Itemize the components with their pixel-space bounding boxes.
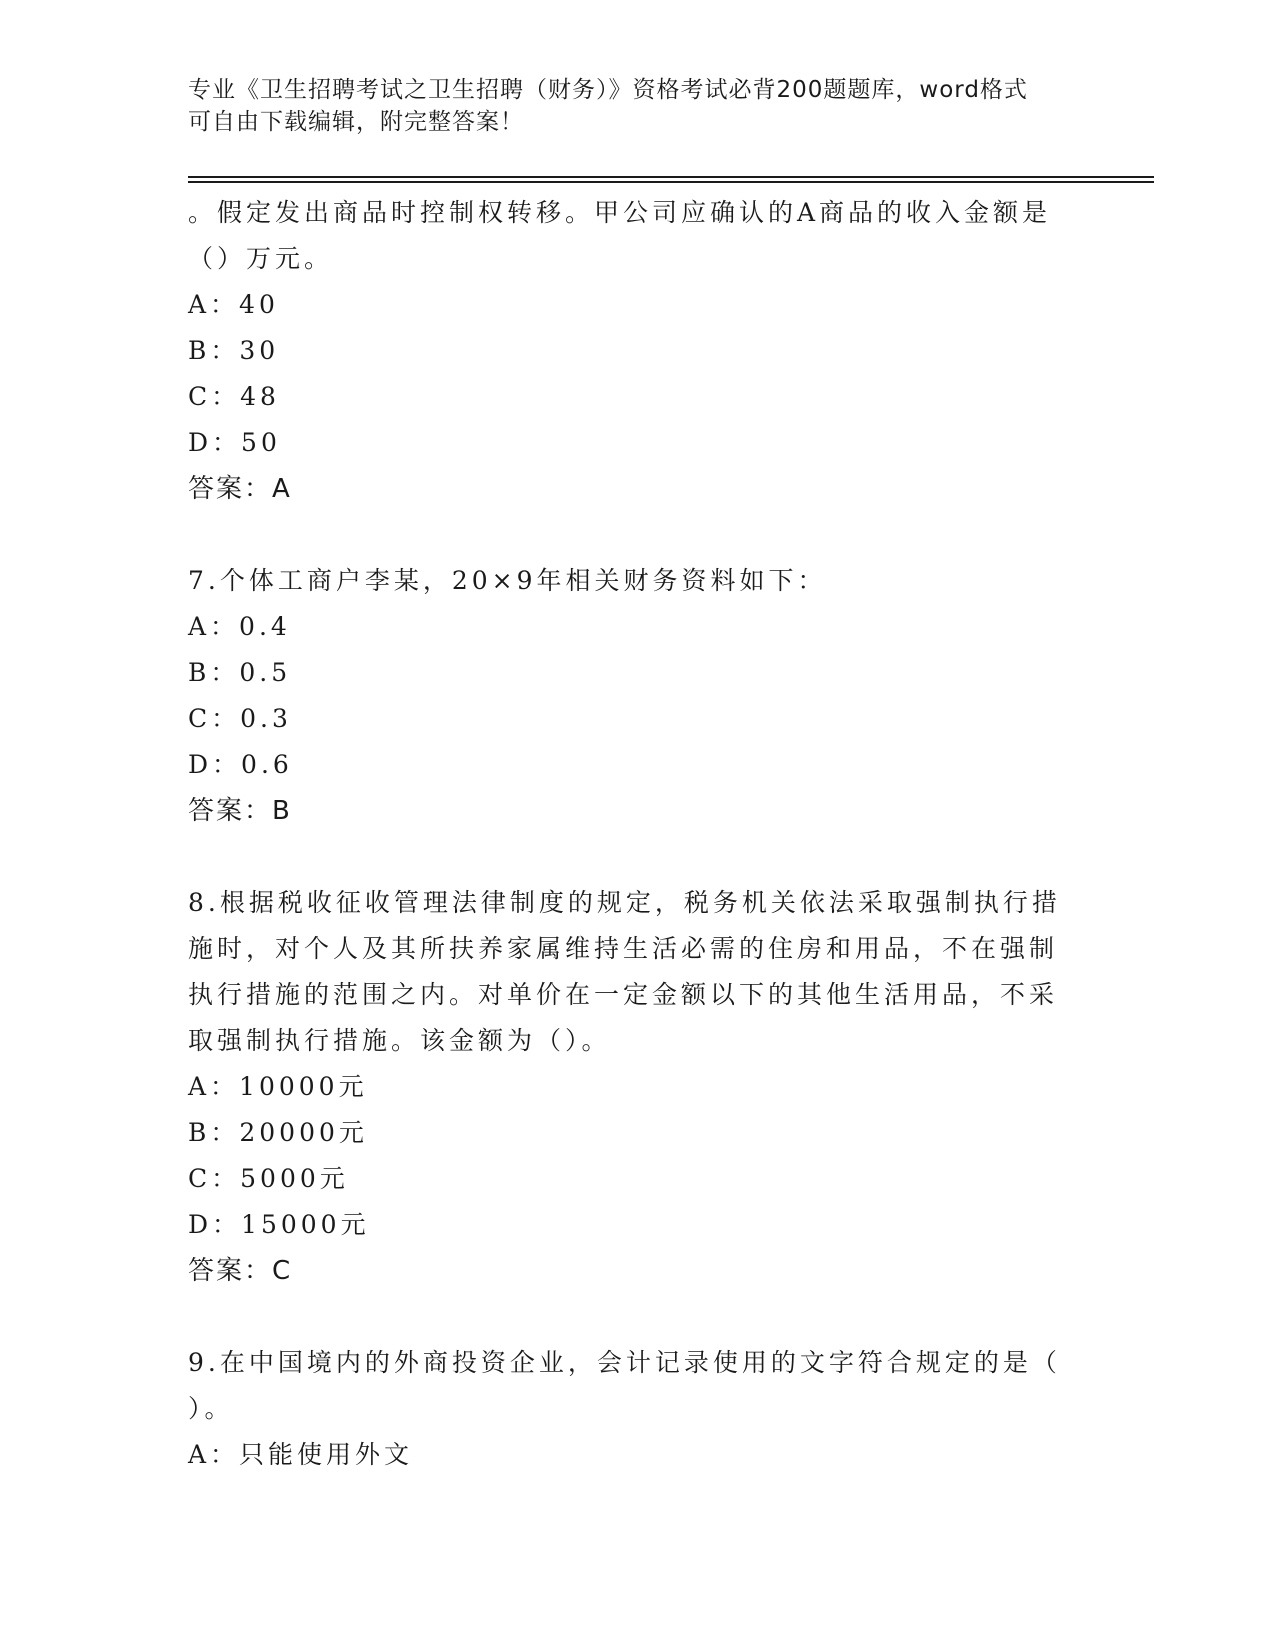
question-block-8 bbox=[188, 880, 1068, 1294]
option-b: B：20000元 bbox=[188, 1118, 368, 1147]
answer-line: 答案：A bbox=[188, 474, 292, 504]
option-d: D：0.6 bbox=[188, 750, 293, 779]
question-text-line: 取强制执行措施。该金额为（）。 bbox=[188, 1026, 611, 1055]
header-divider-top bbox=[188, 176, 1154, 178]
option-c: C：48 bbox=[188, 382, 280, 411]
option-b: B：30 bbox=[188, 336, 280, 365]
question-text-line: 。假定发出商品时控制权转移。甲公司应确认的A商品的收入金额是 bbox=[188, 198, 1052, 227]
header-title-line-1: 专业《卫生招聘考试之卫生招聘（财务）》资格考试必背200题题库，word格式 bbox=[188, 77, 1028, 103]
question-block-6 bbox=[188, 190, 1068, 512]
question-text-line: ）。 bbox=[188, 1394, 234, 1423]
option-a: A：只能使用外文 bbox=[188, 1440, 414, 1469]
spacer bbox=[188, 1294, 1068, 1340]
question-text-line: 执行措施的范围之内。对单价在一定金额以下的其他生活用品，不采 bbox=[188, 980, 1059, 1009]
header-title-line-2: 可自由下载编辑，附完整答案！ bbox=[188, 109, 524, 135]
option-a: A：40 bbox=[188, 290, 279, 319]
spacer bbox=[188, 834, 1068, 880]
answer-line: 答案：C bbox=[188, 1256, 293, 1286]
option-c: C：5000元 bbox=[188, 1164, 349, 1193]
question-text-line: 7.个体工商户李某，20×9年相关财务资料如下： bbox=[188, 566, 827, 595]
question-block-9 bbox=[188, 1340, 1068, 1478]
option-d: D：50 bbox=[188, 428, 281, 457]
question-block-7 bbox=[188, 558, 1068, 834]
option-a: A：0.4 bbox=[188, 612, 291, 641]
header-divider-bottom bbox=[188, 181, 1154, 183]
document-header bbox=[188, 74, 1068, 138]
question-text-line: 施时，对个人及其所扶养家属维持生活必需的住房和用品，不在强制 bbox=[188, 934, 1059, 963]
option-a: A：10000元 bbox=[188, 1072, 368, 1101]
option-b: B：0.5 bbox=[188, 658, 292, 687]
option-d: D：15000元 bbox=[188, 1210, 370, 1239]
question-text-line: 9.在中国境内的外商投资企业，会计记录使用的文字符合规定的是（ bbox=[188, 1348, 1061, 1377]
questions-body bbox=[188, 190, 1068, 1478]
question-text-line: （）万元。 bbox=[188, 244, 334, 273]
question-text-line: 8.根据税收征收管理法律制度的规定，税务机关依法采取强制执行措 bbox=[188, 888, 1061, 917]
spacer bbox=[188, 512, 1068, 558]
answer-line: 答案：B bbox=[188, 796, 292, 826]
option-c: C：0.3 bbox=[188, 704, 292, 733]
